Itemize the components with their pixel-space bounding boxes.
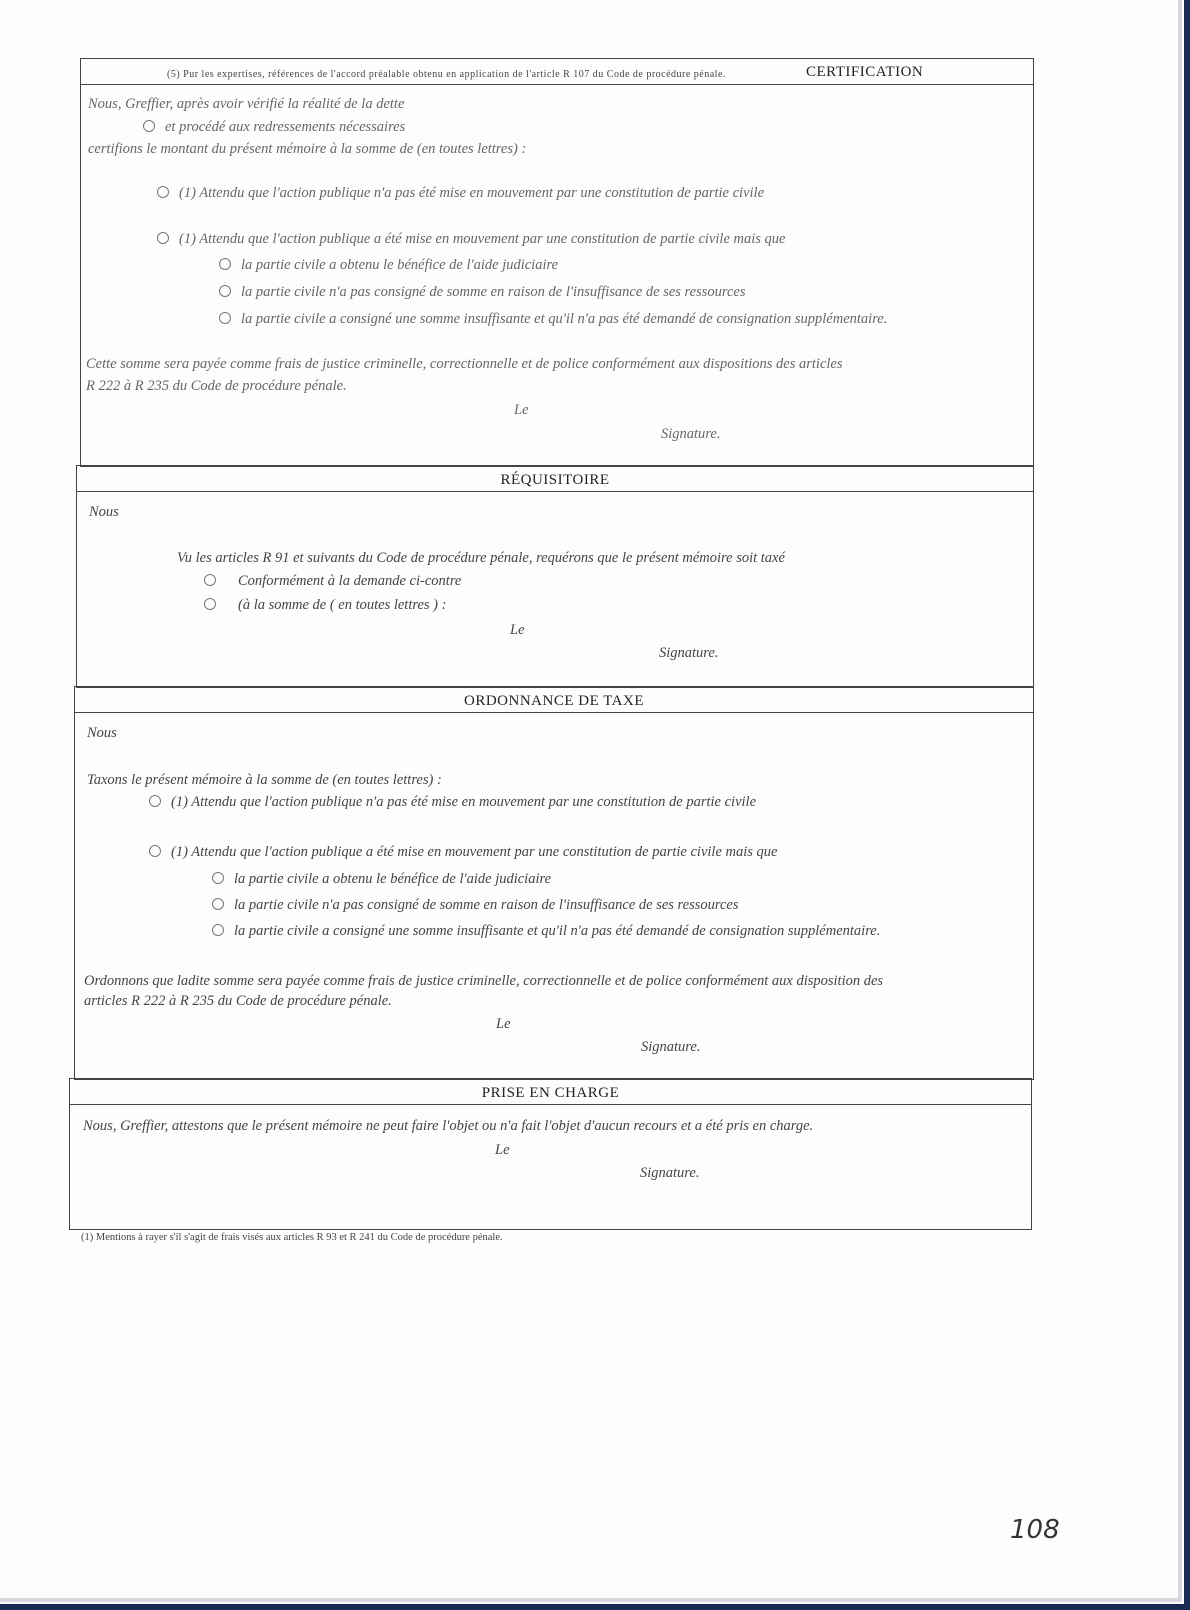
cert-signature: Signature. [661,426,721,442]
ordonnance-section [74,686,1034,1080]
cert-line1: Nous, Greffier, après avoir vérifié la réalité de la dette [88,96,405,112]
ord-opt1: (1) Attendu que l'action publique n'a pas été mise en mouvement par une constitution de partie civile [171,794,756,810]
cert-sub3: la partie civile a consigné une somme insuffisante et qu'il n'a pas été demandé de consignation supplémentaire. [241,311,888,327]
req-opt1: Conformément à la demande ci-contre [238,573,462,589]
radio-redressements[interactable] [143,120,155,132]
cert-sub1: la partie civile a obtenu le bénéfice de l'aide judiciaire [241,257,559,273]
ord-sub1: la partie civile a obtenu le bénéfice de l'aide judiciaire [234,871,552,887]
footnote: (1) Mentions à rayer s'il s'agit de frais visés aux articles R 93 et R 241 du Code de procédure pénale. [81,1232,503,1243]
ord-le: Le [496,1016,511,1032]
req-nous: Nous [89,504,119,520]
ord-sub3: la partie civile a consigné une somme insuffisante et qu'il n'a pas été demandé de consignation supplémentaire. [234,923,881,939]
radio-ord-sub1[interactable] [212,872,224,884]
prise-le: Le [495,1142,510,1158]
radio-ord-sub3[interactable] [212,924,224,936]
radio-cert-sub2[interactable] [219,285,231,297]
cert-para1: Cette somme sera payée comme frais de justice criminelle, correctionnelle et de police conformément aux dispositions des articles [86,356,843,372]
cert-le: Le [514,402,529,418]
ord-signature: Signature. [641,1039,701,1055]
cert-para2: R 222 à R 235 du Code de procédure pénale. [86,378,347,394]
prise-line1: Nous, Greffier, attestons que le présent mémoire ne peut faire l'objet ou n'a fait l'objet d'aucun recours et a été pris en charge. [83,1118,814,1134]
radio-req-opt1[interactable] [204,574,216,586]
req-line1: Vu les articles R 91 et suivants du Code de procédure pénale, requérons que le présent mémoire soit taxé [177,550,785,566]
ord-sub2: la partie civile n'a pas consigné de somme en raison de l'insuffisance de ses ressources [234,897,739,913]
ord-nous: Nous [87,725,117,741]
expertise-note: (5) Pur les expertises, références de l'accord préalable obtenu en application de l'article R 107 du Code de procédure pénale. [167,69,726,80]
requisitoire-section [76,465,1034,688]
radio-cert-sub1[interactable] [219,258,231,270]
radio-ord-sub2[interactable] [212,898,224,910]
radio-cert-opt2[interactable] [157,232,169,244]
prise-en-charge-section [69,1078,1032,1230]
ord-para2: articles R 222 à R 235 du Code de procédure pénale. [84,993,392,1009]
radio-ord-opt1[interactable] [149,795,161,807]
ord-opt2: (1) Attendu que l'action publique a été mise en mouvement par une constitution de partie civile mais que [171,844,778,860]
req-opt2: (à la somme de ( en toutes lettres ) : [238,597,447,613]
scan-border-bottom [0,1604,1190,1610]
ordonnance-title: ORDONNANCE DE TAXE [75,687,1033,713]
handwritten-page-number: 108 [1010,1515,1060,1545]
req-le: Le [510,622,525,638]
certification-title: CERTIFICATION [806,64,924,80]
radio-ord-opt2[interactable] [149,845,161,857]
ord-line1: Taxons le présent mémoire à la somme de (en toutes lettres) : [87,772,442,788]
cert-opt2: (1) Attendu que l'action publique a été mise en mouvement par une constitution de partie civile mais que [179,231,786,247]
cert-opt1: (1) Attendu que l'action publique n'a pas été mise en mouvement par une constitution de partie civile [179,185,764,201]
radio-req-opt2[interactable] [204,598,216,610]
ord-para1: Ordonnons que ladite somme sera payée comme frais de justice criminelle, correctionnelle et de police conformément aux disposition des [84,973,884,989]
radio-cert-opt1[interactable] [157,186,169,198]
requisitoire-title: RÉQUISITOIRE [77,466,1033,492]
cert-line3: certifions le montant du présent mémoire à la somme de (en toutes lettres) : [88,141,527,157]
certification-section [80,58,1034,467]
req-signature: Signature. [659,645,719,661]
cert-sub2: la partie civile n'a pas consigné de somme en raison de l'insuffisance de ses ressources [241,284,746,300]
prise-signature: Signature. [640,1165,700,1181]
cert-line2: et procédé aux redressements nécessaires [165,119,406,135]
radio-cert-sub3[interactable] [219,312,231,324]
prise-title: PRISE EN CHARGE [70,1079,1031,1105]
scan-border-right [1184,0,1190,1610]
certification-header [81,59,1033,85]
